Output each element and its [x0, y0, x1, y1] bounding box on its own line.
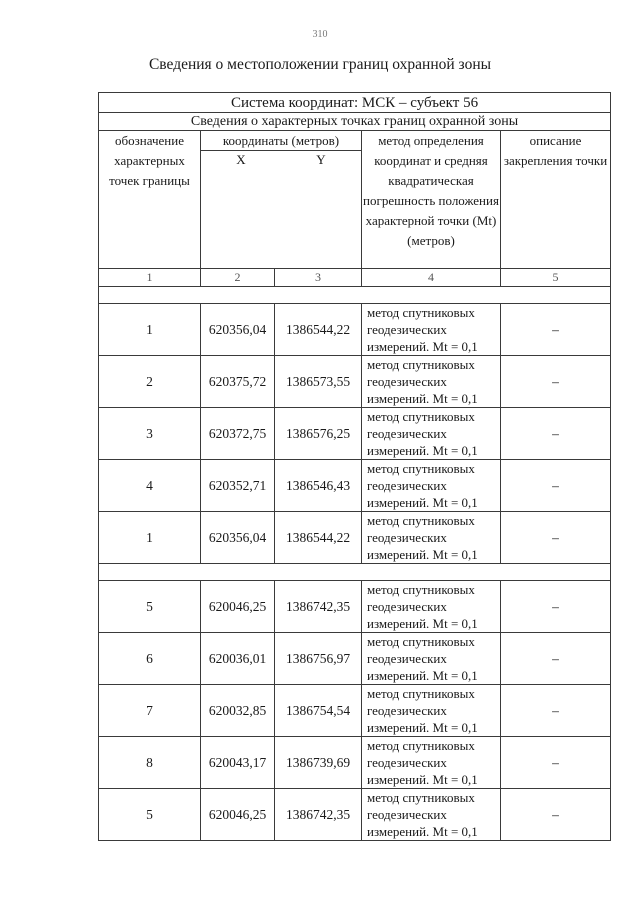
table-row — [99, 789, 611, 841]
coordinates-subheaders — [201, 151, 361, 169]
method-cell: метод спутниковых геодезических измерений. Mt = 0,1 — [362, 304, 501, 356]
description-cell: – — [501, 304, 611, 356]
method-cell: метод спутниковых геодезических измерений. Mt = 0,1 — [362, 512, 501, 564]
x-coordinate-cell: 620352,71 — [201, 460, 275, 512]
group-separator-row — [99, 564, 611, 581]
method-cell: метод спутниковых геодезических измерений. Mt = 0,1 — [362, 685, 501, 737]
y-coordinate-cell: 1386544,22 — [275, 512, 362, 564]
description-cell: – — [501, 512, 611, 564]
description-cell: – — [501, 633, 611, 685]
column-number: 4 — [362, 269, 501, 287]
x-coordinate-cell: 620356,04 — [201, 304, 275, 356]
y-coordinate-cell: 1386546,43 — [275, 460, 362, 512]
table-row — [99, 685, 611, 737]
x-coordinate-cell: 620046,25 — [201, 581, 275, 633]
group-separator-cell — [99, 564, 611, 581]
table-row — [99, 304, 611, 356]
point-cell: 1 — [99, 512, 201, 564]
column-number: 3 — [275, 269, 362, 287]
method-cell: метод спутниковых геодезических измерений. Mt = 0,1 — [362, 737, 501, 789]
description-cell: – — [501, 581, 611, 633]
method-cell: метод спутниковых геодезических измерений. Mt = 0,1 — [362, 460, 501, 512]
description-cell: – — [501, 685, 611, 737]
header-row-system — [99, 93, 611, 113]
method-cell: метод спутниковых геодезических измерений. Mt = 0,1 — [362, 581, 501, 633]
point-cell: 1 — [99, 304, 201, 356]
y-header: Y — [316, 152, 326, 167]
description-cell: – — [501, 408, 611, 460]
x-coordinate-cell: 620375,72 — [201, 356, 275, 408]
table-row — [99, 408, 611, 460]
table-row — [99, 356, 611, 408]
x-coordinate-cell: 620043,17 — [201, 737, 275, 789]
x-coordinate-cell: 620356,04 — [201, 512, 275, 564]
column-number: 2 — [201, 269, 275, 287]
method-cell: метод спутниковых геодезических измерений. Mt = 0,1 — [362, 789, 501, 841]
boundary-points-table — [98, 92, 611, 841]
table-row — [99, 460, 611, 512]
point-cell: 8 — [99, 737, 201, 789]
y-coordinate-cell: 1386544,22 — [275, 304, 362, 356]
description-header: описание закрепления точки — [501, 131, 611, 269]
column-number: 1 — [99, 269, 201, 287]
y-coordinate-cell: 1386573,55 — [275, 356, 362, 408]
page-number: 310 — [312, 29, 328, 40]
designation-header: обозначение характерных точек границы — [99, 131, 201, 269]
group-separator-row — [99, 287, 611, 304]
group-separator-cell — [99, 287, 611, 304]
point-cell: 3 — [99, 408, 201, 460]
point-cell: 4 — [99, 460, 201, 512]
x-coordinate-cell: 620372,75 — [201, 408, 275, 460]
description-cell: – — [501, 460, 611, 512]
x-header: X — [236, 152, 246, 167]
y-coordinate-cell: 1386742,35 — [275, 581, 362, 633]
header-row-columns — [99, 131, 611, 269]
description-cell: – — [501, 737, 611, 789]
x-coordinate-cell: 620046,25 — [201, 789, 275, 841]
y-coordinate-cell: 1386739,69 — [275, 737, 362, 789]
y-coordinate-cell: 1386576,25 — [275, 408, 362, 460]
point-cell: 7 — [99, 685, 201, 737]
method-header: метод определения координат и средняя квадратическая погрешность положения характерной точки (Mt) (метров) — [362, 131, 501, 269]
y-coordinate-cell: 1386742,35 — [275, 789, 362, 841]
document-title: Сведения о местоположении границ охранной зоны — [148, 56, 492, 73]
y-coordinate-cell: 1386756,97 — [275, 633, 362, 685]
header-row-info — [99, 113, 611, 131]
coordinates-header-label: координаты (метров) — [201, 131, 361, 151]
coordinate-system-cell: Система координат: МСК – субъект 56 — [99, 93, 611, 113]
column-number: 5 — [501, 269, 611, 287]
x-coordinate-cell: 620036,01 — [201, 633, 275, 685]
description-cell: – — [501, 789, 611, 841]
x-coordinate-cell: 620032,85 — [201, 685, 275, 737]
coordinates-header — [201, 131, 362, 269]
method-cell: метод спутниковых геодезических измерений. Mt = 0,1 — [362, 408, 501, 460]
point-cell: 5 — [99, 581, 201, 633]
description-cell: – — [501, 356, 611, 408]
table-row — [99, 512, 611, 564]
method-cell: метод спутниковых геодезических измерений. Mt = 0,1 — [362, 356, 501, 408]
column-number-row — [99, 269, 611, 287]
table-row — [99, 737, 611, 789]
table-row — [99, 581, 611, 633]
points-info-cell: Сведения о характерных точках границ охранной зоны — [99, 113, 611, 131]
point-cell: 5 — [99, 789, 201, 841]
y-coordinate-cell: 1386754,54 — [275, 685, 362, 737]
table-row — [99, 633, 611, 685]
point-cell: 2 — [99, 356, 201, 408]
point-cell: 6 — [99, 633, 201, 685]
method-cell: метод спутниковых геодезических измерений. Mt = 0,1 — [362, 633, 501, 685]
